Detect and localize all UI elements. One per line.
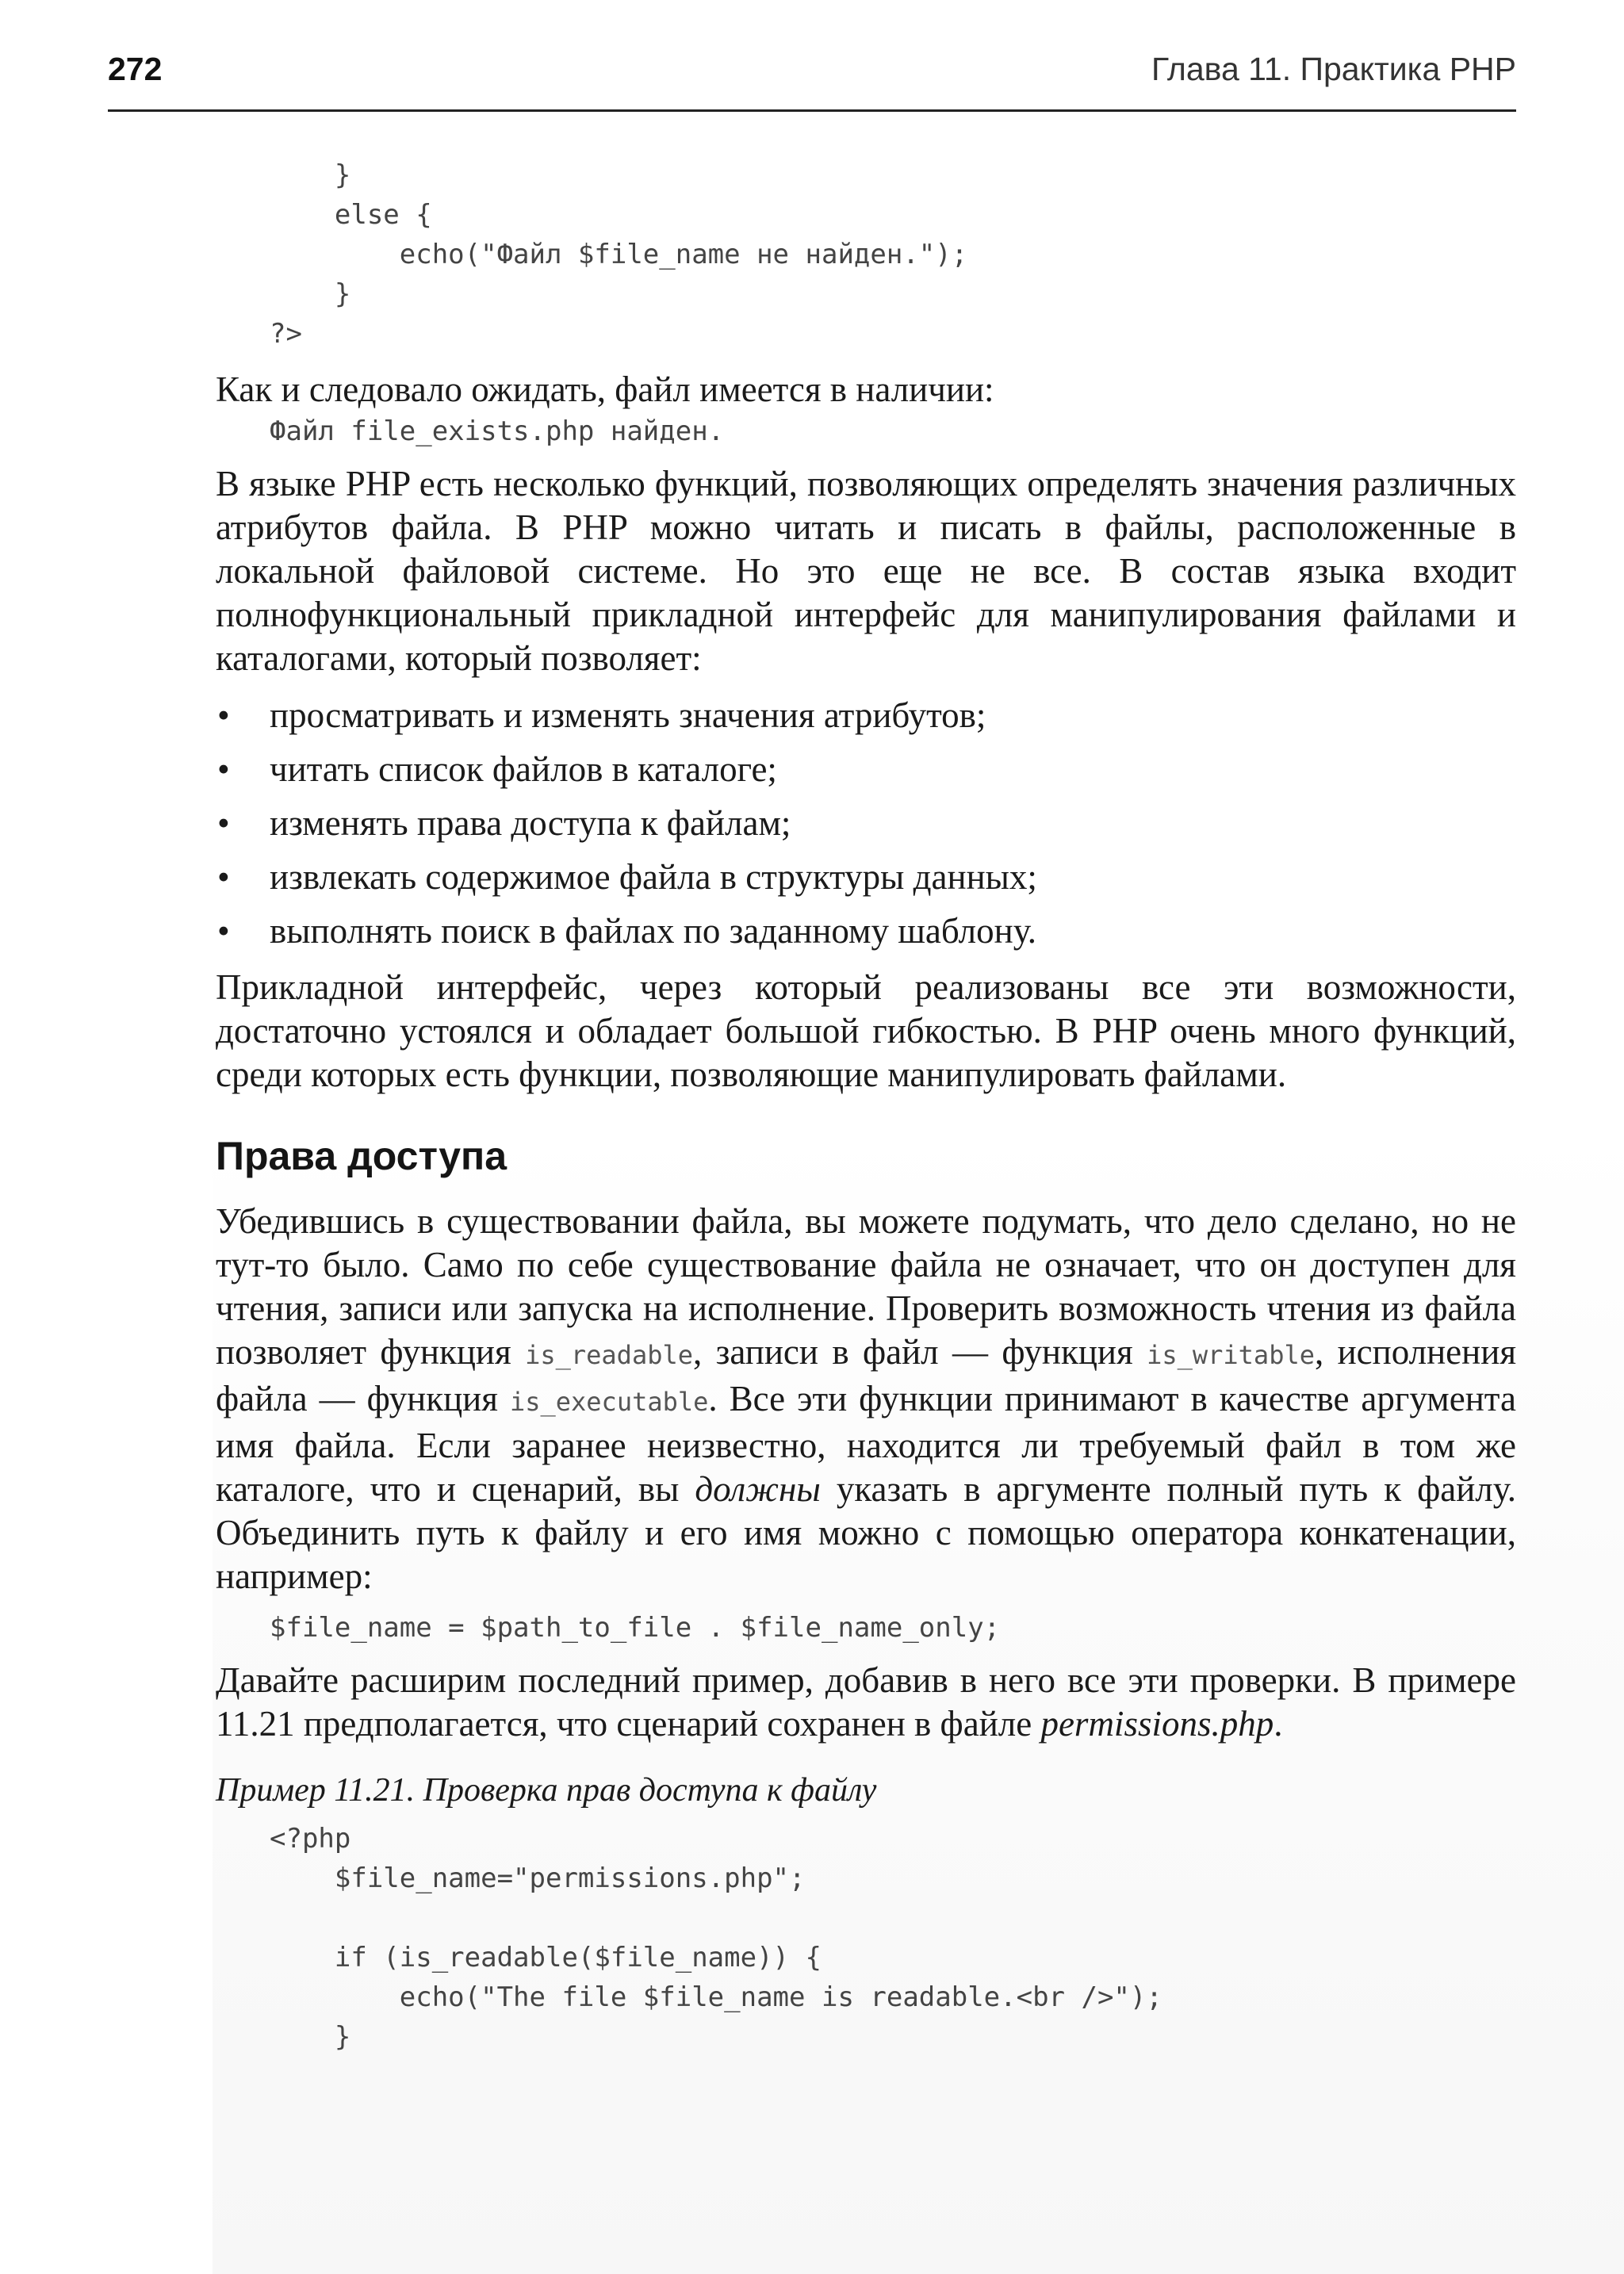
program-output: Файл file_exists.php найден. bbox=[270, 415, 725, 447]
running-title: Глава 11. Практика PHP bbox=[1151, 51, 1516, 87]
inline-code-is-writable: is_writable bbox=[1147, 1340, 1315, 1370]
filename-emphasis: permissions.php bbox=[1040, 1704, 1274, 1744]
page-number: 272 bbox=[108, 51, 163, 87]
code-block-top: } else { echo("Файл $file_name не найден."); } ?> bbox=[270, 159, 968, 350]
bullet-marker: • bbox=[217, 857, 230, 897]
paragraph-example-intro: Давайте расширим последний пример, добавив в него все эти проверки. В примере 11.21 предполагается, что сценарий сохранен в файле permissions.php. bbox=[216, 1660, 1516, 1744]
bullet-marker: • bbox=[217, 803, 230, 843]
list-item bbox=[216, 742, 1516, 796]
paragraph-permissions: Убедившись в существовании файла, вы можете подумать, что дело сделано, но не тут-то было. Само по себе существование файла не означает, что он доступен для чтения, записи или запуска на исполнение. Проверить возможность чтения из файла позволяет функция is_readable, записи в файл — функция is_writable, исполнения файла — функция is_executable. Все эти функции принимают в качестве аргумента имя файла. Если заранее неизвестно, находится ли требуемый файл в том же каталоге, что и сценарий, вы должны указать в аргументе полный путь к файлу. Объединить путь к файлу и его имя можно с помощью оператора конкатенации, например: bbox=[216, 1201, 1517, 1596]
inline-code-is-executable: is_executable bbox=[509, 1387, 709, 1417]
code-block-example: <?php $file_name="permissions.php"; if (is_readable($file_name)) { echo("The file $file_name is readable.<br />"); } bbox=[270, 1823, 1162, 2053]
list-item-text: выполнять поиск в файлах по заданному шаблону. bbox=[270, 911, 1036, 951]
list-item bbox=[216, 796, 1516, 850]
list-item-text: изменять права доступа к файлам; bbox=[270, 803, 791, 843]
bullet-marker: • bbox=[217, 749, 230, 789]
list-item-text: просматривать и изменять значения атрибутов; bbox=[270, 695, 986, 735]
inline-code-is-readable: is_readable bbox=[525, 1340, 693, 1370]
paragraph-result-intro: Как и следовало ожидать, файл имеется в наличии: bbox=[216, 369, 994, 409]
page-header bbox=[108, 46, 1516, 112]
list-item bbox=[216, 688, 1516, 742]
example-caption: Пример 11.21. Проверка прав доступа к файлу bbox=[216, 1772, 877, 1809]
section-heading: Права доступа bbox=[216, 1134, 508, 1178]
list-item-text: читать список файлов в каталоге; bbox=[270, 749, 777, 789]
bullet-marker: • bbox=[217, 911, 230, 951]
paragraph-file-functions: В языке PHP есть несколько функций, позволяющих определять значения различных атрибутов файла. В PHP можно читать и писать в файлы, расположенные в локальной файловой системе. Но это еще не все. В состав языка входит полнофункциональный прикладной интерфейс для манипулирования файлами и каталогами, который позволяет: bbox=[216, 464, 1516, 678]
paragraph-api-summary: Прикладной интерфейс, через который реализованы все эти возможности, достаточно устоялся и обладает большой гибкостью. В PHP очень много функций, среди которых есть функции, позволяющие манипулировать файлами. bbox=[216, 967, 1516, 1094]
capabilities-list bbox=[216, 688, 1516, 958]
emphasis-must: должны bbox=[695, 1469, 821, 1509]
code-concatenation: $file_name = $path_to_file . $file_name_only; bbox=[270, 1612, 1001, 1644]
list-item bbox=[216, 904, 1516, 958]
page-body bbox=[216, 155, 1516, 2057]
list-item-text: извлекать содержимое файла в структуры данных; bbox=[270, 857, 1037, 897]
list-item bbox=[216, 850, 1516, 904]
bullet-marker: • bbox=[217, 695, 230, 735]
